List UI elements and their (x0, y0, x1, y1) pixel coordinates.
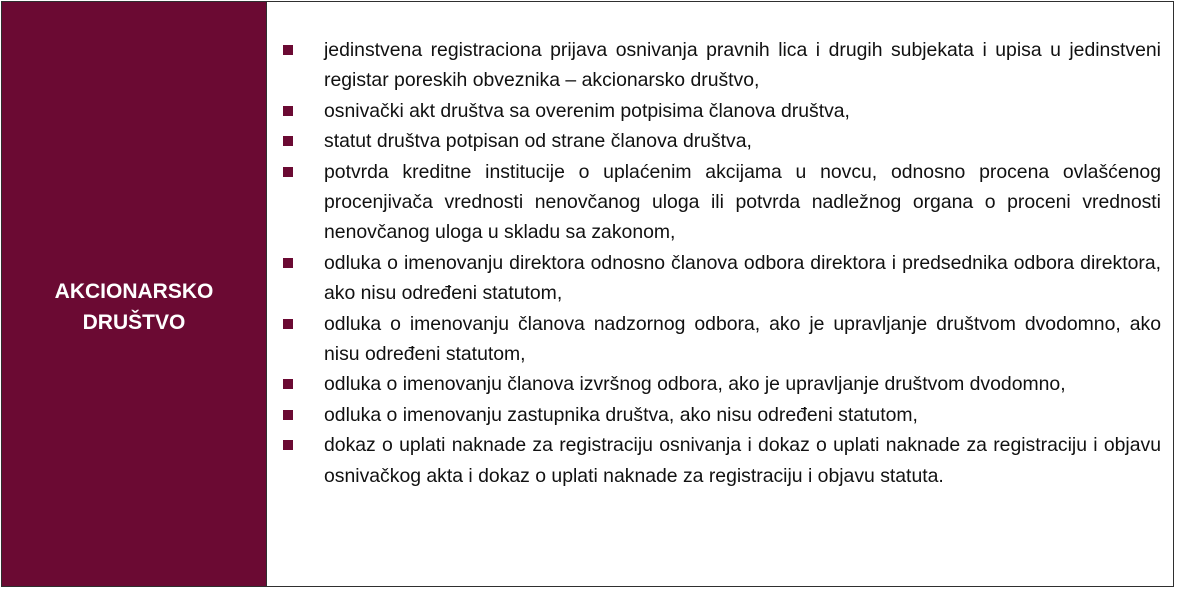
square-bullet-icon (283, 319, 293, 329)
list-item (267, 309, 1161, 370)
list-item-text: statut društva potpisan od strane članova društva, (324, 130, 752, 153)
list-item (267, 400, 1161, 430)
list-item (267, 96, 1161, 126)
list-item (267, 369, 1161, 399)
square-bullet-icon (283, 379, 293, 389)
list-item (267, 248, 1161, 309)
list-item-text: odluka o imenovanju članova izvršnog odbora, ako je upravljanje društvom dvodomno, (324, 373, 1066, 396)
square-bullet-icon (283, 167, 293, 177)
list-item-text: potvrda kreditne institucije o uplaćenim akcijama u novcu, odnosno procena ovlašćenog procenjivača vrednosti nenovčanog uloga ili potvrda nadležnog organa o proceni vrednosti nenovčanog uloga u skladu sa zakonom, (324, 160, 1161, 244)
category-label (55, 276, 214, 338)
category-cell (2, 2, 267, 586)
list-item-text: dokaz o uplati naknade za registraciju osnivanja i dokaz o uplati naknade za registraciju i objavu osnivačkog akta i dokaz o uplati naknade za registraciju i objavu statuta. (324, 434, 1161, 487)
category-label-line1: AKCIONARSKO (54, 280, 214, 303)
requirements-list (267, 35, 1161, 491)
list-item-text: jedinstvena registraciona prijava osnivanja pravnih lica i drugih subjekata i upisa u jedinstveni registar poreskih obveznika – akcionarsko društvo, (324, 39, 1161, 92)
list-item (267, 126, 1161, 156)
list-item (267, 35, 1161, 96)
requirements-cell (267, 2, 1173, 586)
requirements-table (1, 1, 1174, 587)
square-bullet-icon (283, 106, 293, 116)
square-bullet-icon (283, 136, 293, 146)
list-item-text: odluka o imenovanju članova nadzornog odbora, ako je upravljanje društvom dvodomno, ako nisu određeni statutom, (324, 312, 1161, 366)
square-bullet-icon (283, 410, 293, 420)
list-item (267, 430, 1161, 491)
list-item-text: odluka o imenovanju zastupnika društva, ako nisu određeni statutom, (324, 403, 918, 426)
list-item-text: osnivački akt društva sa overenim potpisima članova društva, (324, 99, 850, 122)
list-item (267, 157, 1161, 248)
square-bullet-icon (283, 45, 293, 55)
category-label-line2: DRUŠTVO (82, 311, 186, 334)
square-bullet-icon (283, 440, 293, 450)
square-bullet-icon (283, 258, 293, 268)
list-item-text: odluka o imenovanju direktora odnosno članova odbora direktora i predsednika odbora direktora, ako nisu određeni statutom, (324, 251, 1161, 305)
